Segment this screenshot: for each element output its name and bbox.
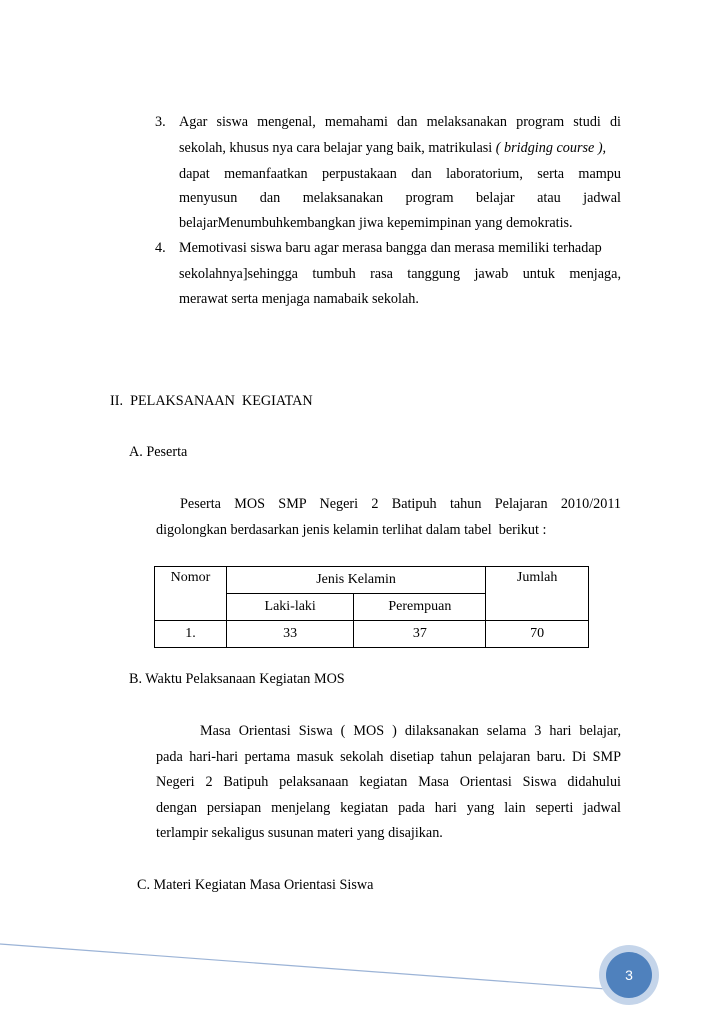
table-header-row <box>155 567 589 594</box>
list-text-line: merawat serta menjaga namabaik sekolah. <box>179 291 419 307</box>
subheader-laki-laki: Laki-laki <box>226 594 354 621</box>
paragraph-line: digolongkan berdasarkan jenis kelamin terlihat dalam tabel berikut : <box>156 522 547 538</box>
page-number: 3 <box>625 967 633 983</box>
list-text-line: Agar siswa mengenal, memahami dan melaksanakan program studi di <box>179 114 621 130</box>
participants-table <box>154 566 589 648</box>
paragraph-line: pada hari-hari pertama masuk sekolah disetiap tahun pelajaran baru. Di SMP <box>156 749 621 765</box>
list-number: 3. <box>155 114 166 130</box>
cell-jumlah: 70 <box>486 621 589 648</box>
page-number-badge <box>598 944 660 1006</box>
header-jenis-kelamin: Jenis Kelamin <box>226 567 485 594</box>
list-text-line <box>179 139 606 157</box>
table-row <box>155 621 589 648</box>
list-text-segment: sekolah, khusus nya cara belajar yang baik, matrikulasi <box>179 140 493 156</box>
header-nomor: Nomor <box>155 567 227 621</box>
subsection-title-b: B. Waktu Pelaksanaan Kegiatan MOS <box>129 671 345 687</box>
paragraph-line: Negeri 2 Batipuh pelaksanaan kegiatan Masa Orientasi Siswa didahului <box>156 774 621 790</box>
list-text-line: menyusun dan melaksanakan program belajar atau jadwal <box>179 190 621 206</box>
paragraph-line: terlampir sekaligus susunan materi yang disajikan. <box>156 825 443 841</box>
subsection-title-a: A. Peserta <box>129 444 188 460</box>
paragraph-line: Masa Orientasi Siswa ( MOS ) dilaksanakan selama 3 hari belajar, <box>200 723 621 739</box>
italic-phrase: ( bridging course ), <box>495 140 607 156</box>
cell-nomor: 1. <box>155 621 227 648</box>
paragraph-line: dengan persiapan menjelang kegiatan pada hari yang lain seperti jadwal <box>156 800 621 816</box>
paragraph-line: Peserta MOS SMP Negeri 2 Batipuh tahun Pelajaran 2010/2011 <box>180 496 621 512</box>
cell-perempuan: 37 <box>354 621 486 648</box>
cell-laki-laki: 33 <box>226 621 354 648</box>
section-heading: II. PELAKSANAAN KEGIATAN <box>110 393 313 409</box>
subsection-title-c: C. Materi Kegiatan Masa Orientasi Siswa <box>137 877 374 893</box>
list-text-line: Memotivasi siswa baru agar merasa bangga dan merasa memiliki terhadap <box>179 240 602 256</box>
list-text-line: dapat memanfaatkan perpustakaan dan laboratorium, serta mampu <box>179 166 621 182</box>
list-text-line: belajarMenumbuhkembangkan jiwa kepemimpinan yang demokratis. <box>179 215 573 231</box>
header-jumlah: Jumlah <box>486 567 589 621</box>
list-text-line: sekolahnya]sehingga tumbuh rasa tanggung jawab untuk menjaga, <box>179 266 621 282</box>
subheader-perempuan: Perempuan <box>354 594 486 621</box>
list-number: 4. <box>155 240 166 256</box>
